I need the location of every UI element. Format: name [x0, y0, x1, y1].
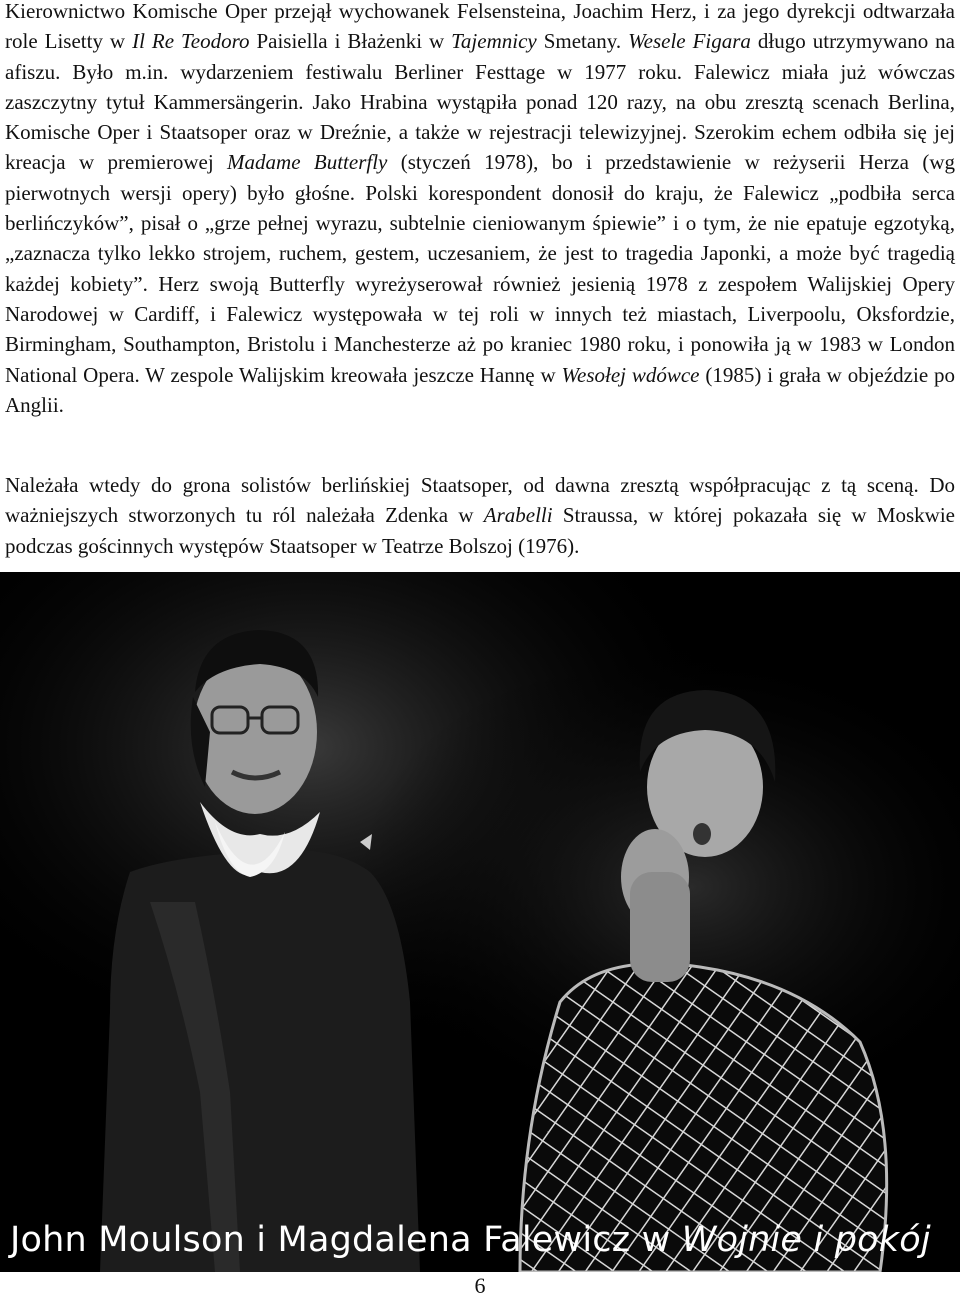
photo-caption [10, 1220, 931, 1260]
text-run: długo utrzymywano na afiszu. Było m.in. wydarzeniem festiwalu Berliner Festtage w 1977 roku. Falewicz miała już wówczas zaszczytny tytuł Kammersängerin. Jako Hrabina wystąpiła ponad 120 razy, na obu zresztą scenach Berlina, Komische Oper i Staatsoper oraz w Dreźnie, a także w rejestracji telewizyjnej. Szerokim echem odbiła się jej kreacja w premierowej [5, 29, 955, 175]
text-run: Kierownictwo Komische Oper przejął wychowanek Felsensteina, Joachim Herz, i za jego dyrekcji odtwarzała role Lisetty w [5, 0, 955, 54]
text-run: (styczeń 1978), bo i przedstawienie w reżyserii Herza (wg pierwotnych wersji opery) było głośne. Polski korespondent donosił do kraju, że Falewicz „podbiła serca berlińczyków”, pisał o „grze pełnej wyrazu, subtelnie cieniowanym śpiewie” i o tym, że nie epatuje egzotyką, „zaznacza tylko lekko strojem, ruchem, gestem, uczesaniem, że jest to tragedia Japonki, a może być tragedią każdej kobiety”. Herz swoją Butterfly wyreżyserował również jesienią 1978 z zespołem Walijskiej Opery Narodowej w Cardiff, i Falewicz występowała w tej roli w innych też miastach, Liverpoolu, Oksfordzie, Birmingham, Southampton, Bristolu i Manchesterze aż po kraniec 1980 roku, i ponowiła ją w 1983 w London National Opera. W zespole Walijskim kreowała jeszcze Hannę w [5, 150, 955, 387]
opera-title: Arabelli [483, 503, 553, 528]
stage-photo-illustration [0, 572, 960, 1272]
stage-photo [0, 572, 960, 1272]
caption-opera-title: Wojnie i pokój [681, 1220, 931, 1260]
paragraph-1 [5, 0, 955, 420]
opera-title: Wesołej wdówce [561, 362, 700, 387]
page-number: 6 [474, 1273, 486, 1298]
text-run: Należała wtedy do grona solistów berlińskiej Staatsoper, od dawna zresztą współpracując z tą sceną. Do ważniejszych stworzonych tu ról należała Zdenka w [5, 473, 955, 528]
text-run: Smetany. [536, 29, 629, 54]
opera-title: Wesele Figara [628, 29, 751, 54]
caption-text: John Moulson i Magdalena Falewicz w [10, 1220, 682, 1260]
text-run: Straussa, w której pokazała się w Moskwie podczas gościnnych występów Staatsoper w Teatrze Bolszoj (1976). [5, 503, 955, 558]
opera-title: Tajemnicy [451, 29, 537, 54]
text-run: Paisiella i Błażenki w [249, 29, 452, 54]
text-run: (1985) i grała w objeździe po Anglii. [5, 362, 955, 417]
opera-title: Madame Butterfly [227, 150, 388, 175]
opera-title: Il Re Teodoro [132, 29, 250, 54]
paragraph-2 [5, 470, 955, 561]
